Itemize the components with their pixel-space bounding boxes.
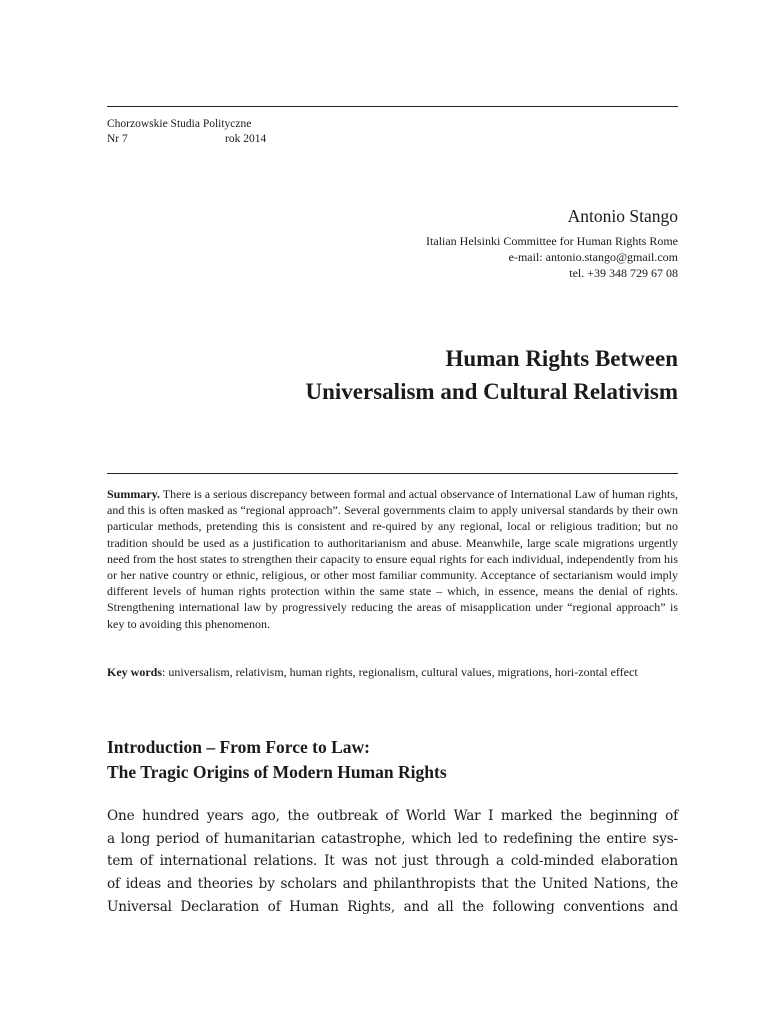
header-rule <box>107 106 678 107</box>
body-line: of ideas and theories by scholars and philanthropists that the United Nations, the <box>107 876 678 893</box>
author-block <box>426 204 678 281</box>
summary-text: There is a serious discrepancy between formal and actual observance of International Law of human rights, and this is often masked as “regional approach”. Several governments claim to apply universal standards by their own particular methods, pretending this is consistent and re-quired by any regional, local or religious tradition; but no tradition should be used as a justification to authoritarianism and abuse. Meanwhile, large scale migrations urgently need from the host states to strengthen their capacity to ensure equal rights for each individual, independently from his or her native country or ethnic, religious, or other most familiar community. Acceptance of sectarianism would imply different levels of human rights protection within the same state – which, in essence, means the denial of rights. Strengthening international law by progressively reducing the areas of misapplication under “regional approach” is key to avoiding this phenomenon. <box>107 487 678 631</box>
journal-header <box>107 117 266 147</box>
author-email: e-mail: antonio.stango@gmail.com <box>508 250 678 264</box>
issue-number: Nr 7 <box>107 133 128 145</box>
section-heading-line-2: The Tragic Origins of Modern Human Rights <box>107 762 447 782</box>
section-heading-line-1: Introduction – From Force to Law: <box>107 737 370 757</box>
article-title <box>306 342 678 408</box>
keywords-text: : universalism, relativism, human rights, regionalism, cultural values, migrations, hori-zontal effect <box>162 665 638 679</box>
journal-name: Chorzowskie Studia Polityczne <box>107 118 252 130</box>
body-line: a long period of humanitarian catastrophe, which led to redefining the entire sys- <box>107 830 678 847</box>
body-paragraph <box>107 805 678 919</box>
summary-paragraph <box>107 486 678 632</box>
body-line: Universal Declaration of Human Rights, and all the following conventions and <box>107 898 678 915</box>
keywords-label: Key words <box>107 665 162 679</box>
author-phone: tel. +39 348 729 67 08 <box>569 266 678 280</box>
journal-issue-row <box>107 132 266 147</box>
summary-label: Summary. <box>107 487 161 501</box>
body-line: One hundred years ago, the outbreak of World War I marked the beginning of <box>107 808 678 824</box>
title-line-1: Human Rights Between <box>445 346 678 371</box>
author-affiliation: Italian Helsinki Committee for Human Rights Rome <box>426 234 678 248</box>
body-line: tem of international relations. It was not just through a cold-minded elaboration <box>107 853 678 870</box>
issue-year: rok 2014 <box>225 133 267 145</box>
title-line-2: Universalism and Cultural Relativism <box>305 379 678 404</box>
document-page <box>107 0 678 1024</box>
section-heading <box>107 735 447 785</box>
author-name: Antonio Stango <box>567 206 678 226</box>
keywords-paragraph <box>107 664 678 680</box>
abstract-rule <box>107 473 678 474</box>
